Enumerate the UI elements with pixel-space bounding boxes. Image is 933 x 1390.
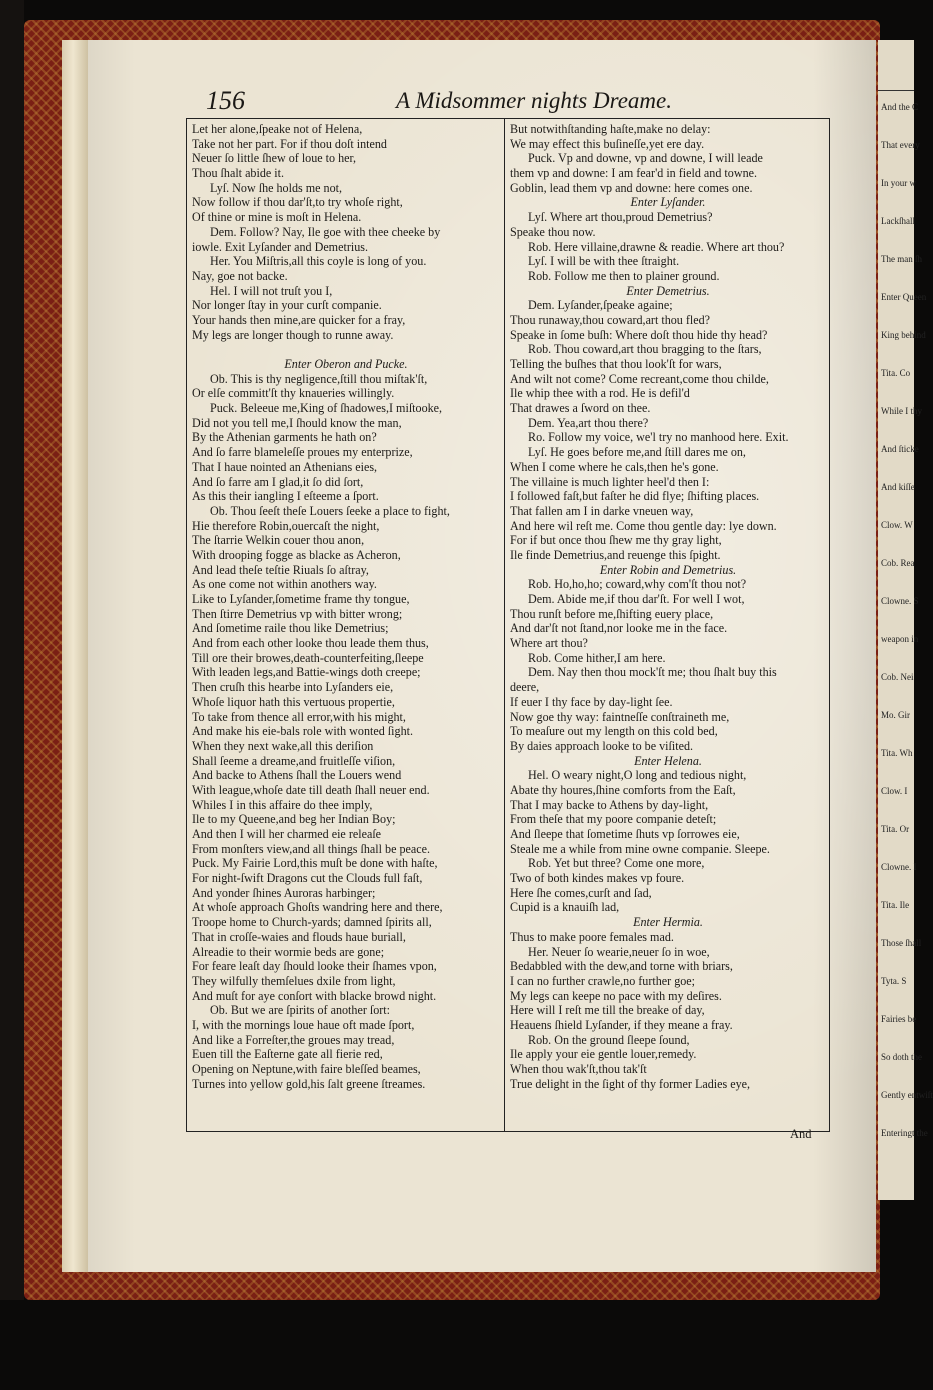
left-column-line: And from each other looke thou leade them thus, — [192, 636, 429, 651]
adjacent-page-fragment: Enteringt the — [881, 1128, 928, 1138]
left-column-line: And yonder ſhines Auroras harbinger; — [192, 885, 376, 900]
right-column-line: Enter Demetrius. — [626, 283, 710, 298]
right-column-line: Ro. Follow my voice, we'l try no manhood here. Exit. — [528, 430, 789, 445]
left-column-line: And backe to Athens ſhall the Louers wend — [192, 768, 402, 783]
right-column-line: Goblin, lead them vp and downe: here comes one. — [510, 180, 753, 195]
left-column-line: Whiles I in this affaire do thee imply, — [192, 797, 373, 812]
left-column-line: Turnes into yellow gold,his ſalt greene ſtreames. — [192, 1076, 426, 1091]
left-column-line: Or elſe committ'ſt thy knaueries willingly. — [192, 386, 395, 401]
left-column-line: Then cruſh this hearbe into Lyſanders eie, — [192, 680, 394, 695]
right-column-line: When I come where he cals,then he's gone. — [510, 459, 719, 474]
right-column-line: Her. Neuer ſo wearie,neuer ſo in woe, — [528, 944, 710, 959]
left-column-line: At whoſe approach Ghoſts wandring here and there, — [192, 900, 443, 915]
right-column-line: Ile apply your eie gentle louer,remedy. — [510, 1047, 697, 1062]
adjacent-page-fragment: That every — [881, 140, 920, 150]
right-column-line: them vp and downe: I am fear'd in field and towne. — [510, 166, 758, 181]
left-column-line: As one come not within anothers way. — [192, 577, 377, 592]
adjacent-page-fragment: Clowne. S — [881, 596, 919, 606]
right-column-line: Lyſ. He goes before me,and ſtill dares me on, — [528, 445, 746, 460]
right-column-line: For if but once thou ſhew me thy gray light, — [510, 533, 722, 548]
right-column-line: But notwithſtanding haſte,make no delay: — [510, 122, 711, 136]
left-column-line: Alreadie to their wormie beds are gone; — [192, 944, 385, 959]
left-column-line — [192, 342, 500, 357]
left-column-line: Her. You Miſtris,all this coyle is long of you. — [210, 254, 427, 269]
right-column-line: Puck. Vp and downe, vp and downe, I will leade — [528, 151, 763, 166]
left-column-line: And ſo farre am I glad,it ſo did ſort, — [192, 474, 364, 489]
right-column-line: Enter Helena. — [634, 753, 702, 768]
right-column-line: Steale me a while from mine owne companie. Sleepe. — [510, 841, 770, 856]
right-column-line: The villaine is much lighter heel'd then I: — [510, 474, 710, 489]
left-column — [192, 122, 500, 1091]
right-column-line: Enter Robin and Demetrius. — [599, 562, 737, 577]
right-column-line: Dem. Yea,art thou there? — [528, 415, 649, 430]
right-column-line: Rob. On the ground ſleepe ſound, — [528, 1032, 690, 1047]
spine-shadow — [0, 0, 24, 1300]
adjacent-page — [878, 40, 933, 1200]
left-column-line: Euen till the Eaſterne gate all fierie red, — [192, 1047, 383, 1062]
right-column-line: And ſleepe that ſometime ſhuts vp ſorrowes eie, — [510, 827, 740, 841]
left-column-line: Shall ſeeme a dreame,and fruitleſſe viſion, — [192, 753, 396, 768]
adjacent-page-fragment: Lackſhall — [881, 216, 915, 226]
adjacent-page-fragment: While I thy — [881, 406, 922, 416]
left-column-line: Lyſ. Now ſhe holds me not, — [210, 180, 343, 195]
adjacent-page-fragment: Fairies be — [881, 1014, 917, 1024]
left-column-line: For feare leaſt day ſhould looke their ſhames vpon, — [192, 959, 437, 974]
right-column-line: Rob. Come hither,I am here. — [528, 650, 666, 665]
right-column-line: Hel. O weary night,O long and tedious night, — [528, 768, 747, 783]
right-column-line: And wilt not come? Come recreant,come thou childe, — [510, 371, 769, 386]
left-column-line: Ob. But we are ſpirits of another ſort: — [210, 1003, 391, 1018]
adjacent-page-fragment: Cob. Rea — [881, 558, 915, 568]
adjacent-page-fragment: So doth the — [881, 1052, 923, 1062]
left-column-line: And make his eie-bals role with wonted ſight. — [192, 724, 414, 739]
adjacent-page-rule — [878, 90, 914, 91]
adjacent-page-fragment: Tita. Co — [881, 368, 911, 378]
left-column-line: Take not her part. For if thou doſt intend — [192, 136, 387, 151]
adjacent-page-fragment: Clowne. I — [881, 862, 917, 872]
right-column-line: Abate thy houres,ſhine comforts from the Eaſt, — [510, 782, 736, 797]
right-column-line: Two of both kindes makes vp foure. — [510, 871, 685, 886]
left-column-line: Hel. I will not truſt you I, — [210, 283, 333, 298]
left-column-line: Did not you tell me,I ſhould know the man, — [192, 415, 402, 430]
right-column-line: Rob. Here villaine,drawne & readie. Where art thou? — [528, 239, 785, 254]
left-column-line: And ſometime raile thou like Demetrius; — [192, 621, 389, 636]
right-column-line: When thou wak'ſt,thou tak'ſt — [510, 1062, 647, 1076]
right-column-line: Dem. Lyſander,ſpeake againe; — [528, 298, 673, 313]
left-column-line: Like to Lyſander,ſometime frame thy tongue, — [192, 592, 410, 606]
right-column-line: Rob. Yet but three? Come one more, — [528, 856, 705, 871]
left-column-line: That I haue nointed an Athenians eies, — [192, 459, 378, 474]
right-column-line: Ile whip thee with a rod. He is defil'd — [510, 386, 690, 401]
left-column-line: From monſters view,and all things ſhall be peace. — [192, 841, 431, 856]
right-column — [510, 122, 826, 1091]
right-column-line: That drawes a ſword on thee. — [510, 401, 651, 416]
right-column-line: Rob. Follow me then to plainer ground. — [528, 268, 720, 283]
left-column-line: Of thine or mine is moſt in Helena. — [192, 210, 362, 225]
right-column-line: Lyſ. Where art thou,proud Demetrius? — [528, 210, 713, 225]
adjacent-page-fragment: Tyta. S — [881, 976, 907, 986]
left-column-line: Then ſtirre Demetrius vp with bitter wrong; — [192, 606, 403, 621]
left-column-line: Troope home to Church-yards; damned ſpirits all, — [192, 915, 432, 930]
running-title: A Midsommer nights Dreame. — [396, 88, 672, 113]
catchword: And — [790, 1127, 812, 1141]
right-column-line: Here will I reſt me till the breake of day, — [510, 1003, 705, 1018]
left-column-line: And like a Forreſter,the groues may tread, — [192, 1032, 395, 1047]
page-edges — [62, 40, 90, 1272]
adjacent-page-fragment: Cob. Nei — [881, 672, 914, 682]
adjacent-page-fragment: weapon in — [881, 634, 919, 644]
left-column-line: That in croſſe-waies and flouds haue buriall, — [192, 929, 406, 944]
left-column-line: Hie therefore Robin,ouercaſt the night, — [192, 518, 380, 533]
left-column-line: Opening on Neptune,with faire bleſſed beames, — [192, 1062, 421, 1076]
left-column-line: For night-ſwift Dragons cut the Clouds full faſt, — [192, 871, 423, 886]
right-column-line: Now goe thy way: faintneſſe conſtraineth me, — [510, 709, 730, 724]
right-column-line: And here wil reſt me. Come thou gentle day: lye down. — [510, 518, 777, 533]
page-number: 156 — [206, 86, 245, 115]
left-column-line: And ſo farre blameleſſe proues my enterprize, — [192, 445, 413, 460]
left-column-line: With drooping fogge as blacke as Acheron, — [192, 547, 401, 562]
adjacent-page-fragment: Clow. I — [881, 786, 908, 796]
right-column-line: Heauens ſhield Lyſander, if they meane a fray. — [510, 1017, 733, 1032]
right-column-line: By daies approach looke to be viſited. — [510, 738, 694, 753]
right-column-line: Lyſ. I will be with thee ſtraight. — [528, 254, 680, 269]
adjacent-page-fragment: And kiſſe — [881, 482, 915, 492]
right-column-line: And dar'ſt not ſtand,nor looke me in the face. — [510, 621, 728, 636]
adjacent-page-fragment: In your w — [881, 178, 916, 188]
adjacent-page-fragment: The man ſh — [881, 254, 922, 264]
right-column-line: Enter Hermia. — [633, 915, 703, 930]
left-column-line: And muſt for aye conſort with blacke browd night. — [192, 988, 437, 1003]
left-column-line: iowle. Exit Lyſander and Demetrius. — [192, 239, 368, 254]
adjacent-page-fragment: And ſticke — [881, 444, 919, 454]
adjacent-page-fragment: Tita. Wh — [881, 748, 913, 758]
right-column-line: Rob. Ho,ho,ho; coward,why com'ſt thou not? — [528, 577, 747, 592]
right-column-line: Dem. Nay then thou mock'ſt me; thou ſhalt buy this — [528, 665, 777, 680]
adjacent-page-fragment: And the C — [881, 102, 918, 112]
left-column-line: Your hands then mine,are quicker for a fray, — [192, 312, 406, 327]
right-column-line: Where art thou? — [510, 636, 588, 651]
left-column-line: Now follow if thou dar'ſt,to try whoſe right, — [192, 195, 403, 210]
left-column-line: As this their iangling I eſteeme a ſport. — [192, 489, 379, 504]
right-column-line: I followed faſt,but faſter he did flye; ſhifting places. — [510, 489, 760, 504]
left-column-line: Neuer ſo little ſhew of loue to her, — [192, 151, 357, 166]
left-column-line: And then I will her charmed eie releaſe — [192, 827, 382, 841]
right-column-line: Thou runſt before me,ſhifting euery place, — [510, 606, 714, 621]
right-column-line: From theſe that my poore companie deteſt; — [510, 812, 717, 827]
left-column-line: Ile to my Queene,and beg her Indian Boy; — [192, 812, 396, 827]
left-column-line: Nay, goe not backe. — [192, 268, 288, 283]
right-column-line: Bedabbled with the dew,and torne with briars, — [510, 959, 733, 974]
left-column-line: Dem. Follow? Nay, Ile goe with thee cheeke by — [210, 224, 441, 239]
left-column-line: With leaden legs,and Battie-wings doth creepe; — [192, 665, 421, 680]
left-column-line: My legs are longer though to runne away. — [192, 327, 394, 342]
left-column-line: I, with the mornings loue haue oft made ſport, — [192, 1017, 415, 1032]
column-divider — [504, 118, 505, 1132]
right-column-line: Cupid is a knauiſh lad, — [510, 900, 620, 915]
right-column-line: Enter Lyſander. — [630, 195, 706, 210]
adjacent-page-fragment: Clow. W — [881, 520, 913, 530]
right-column-line: Here ſhe comes,curſt and ſad, — [510, 885, 652, 900]
left-column-line: Puck. Beleeue me,King of ſhadowes,I miſtooke, — [210, 401, 443, 416]
right-column-line: Telling the buſhes that thou look'ſt for wars, — [510, 357, 722, 371]
left-column-line: They wilfully themſelues dxile from light, — [192, 973, 396, 988]
right-column-line: Speake in ſome buſh: Where doſt thou hide thy head? — [510, 327, 768, 342]
right-column-line: Thou runaway,thou coward,art thou fled? — [510, 312, 711, 327]
left-column-line: Thou ſhalt abide it. — [192, 166, 285, 181]
right-column-line: Ile finde Demetrius,and reuenge this ſpight. — [510, 547, 721, 562]
left-column-line: To take from thence all error,with his might, — [192, 709, 406, 724]
right-column-line: deere, — [510, 680, 540, 695]
right-column-line: If euer I thy face by day-light ſee. — [510, 694, 673, 709]
right-column-line: My legs can keepe no pace with my deſires. — [510, 988, 722, 1003]
right-column-line: Dem. Abide me,if thou dar'ſt. For well I wot, — [528, 592, 745, 606]
page-header — [206, 86, 824, 116]
left-column-line: The ſtarrie Welkin couer thou anon, — [192, 533, 365, 548]
adjacent-page-fragment: King behind — [881, 330, 926, 340]
left-column-line: Till ore their browes,death-counterfeiting,ſleepe — [192, 650, 424, 665]
right-column-line: To meaſure out my length on this cold bed, — [510, 724, 718, 739]
right-column-line: We may effect this buſineſſe,yet ere day. — [510, 136, 705, 151]
adjacent-page-fragment: Tita. Ile — [881, 900, 910, 910]
left-column-line: Ob. Thou ſeeſt theſe Louers ſeeke a place to fight, — [210, 503, 450, 518]
adjacent-page-fragment: Tita. Or — [881, 824, 910, 834]
right-column-line: True delight in the ſight of thy former Ladies eye, — [510, 1076, 751, 1091]
right-column-line: Thus to make poore females mad. — [510, 929, 674, 944]
left-column-line: Nor longer ſtay in your curſt companie. — [192, 298, 382, 313]
adjacent-page-fragment: Mo. Gir — [881, 710, 910, 720]
left-column-line: Enter Oberon and Pucke. — [284, 357, 408, 371]
left-column-line: Whoſe liquor hath this vertuous propertie, — [192, 694, 395, 709]
adjacent-page-fragment: Enter Queen — [881, 292, 927, 302]
left-column-line: And lead theſe teſtie Riuals ſo aſtray, — [192, 562, 369, 577]
left-column-line: With league,whoſe date till death ſhall neuer end. — [192, 782, 430, 797]
right-column-line: I can no further crawle,no further goe; — [510, 973, 696, 988]
left-column-line: By the Athenian garments he hath on? — [192, 430, 377, 445]
left-column-line: Puck. My Fairie Lord,this muſt be done with haſte, — [192, 856, 438, 871]
left-column-line: Let her alone,ſpeake not of Helena, — [192, 122, 363, 136]
right-column-line: That fallen am I in darke vneuen way, — [510, 503, 694, 518]
adjacent-page-fragment: Gently entwiſt — [881, 1090, 933, 1100]
right-column-line: That I may backe to Athens by day-light, — [510, 797, 709, 812]
adjacent-page-fragment: Those ſhall — [881, 938, 922, 948]
left-column-line: When they next wake,all this deriſion — [192, 738, 374, 753]
left-column-line: Ob. This is thy negligence,ſtill thou miſtak'ſt, — [210, 371, 428, 386]
right-column-line: Speake thou now. — [510, 224, 596, 239]
right-column-line: Rob. Thou coward,art thou bragging to the ſtars, — [528, 342, 762, 357]
